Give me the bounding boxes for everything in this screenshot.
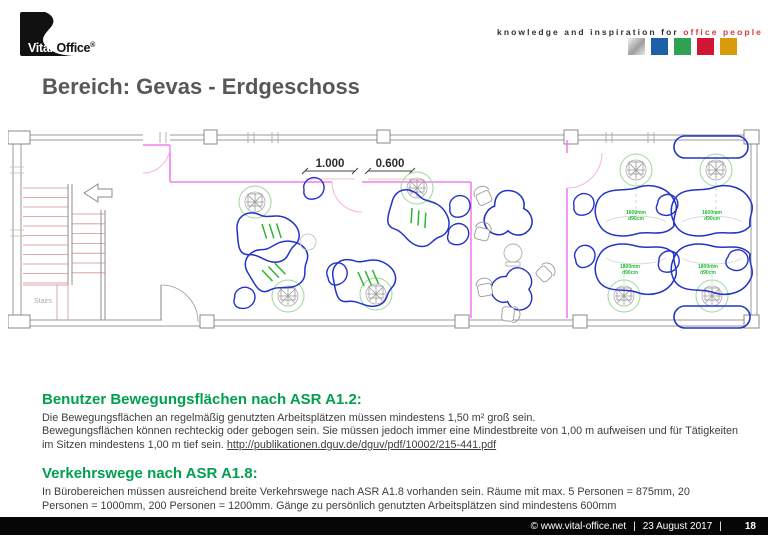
- footer-date: 23 August 2017: [642, 520, 713, 532]
- content-sections: [42, 391, 758, 513]
- brand-color-squares: [628, 38, 737, 55]
- brand-square-red: [697, 38, 714, 55]
- body-line: im Sitzen mindestens 1,00 m tief sein. http://publikationen.dguv.de/dguv/pdf/10002/215-441.pdf: [42, 438, 497, 451]
- brand-square-blue: [651, 38, 668, 55]
- svg-text:d90cm: d90cm: [700, 270, 716, 276]
- dimension-annotations: [302, 158, 415, 179]
- svg-text:1600mm: 1600mm: [701, 210, 723, 216]
- footer-separator: |: [719, 520, 722, 532]
- brand-square-green: [674, 38, 691, 55]
- footer-bar: [0, 517, 768, 535]
- meeting-room: [472, 184, 558, 323]
- footer-page-number: 18: [744, 520, 756, 532]
- sideboard-bottom: [674, 306, 750, 328]
- stairs-label: Stairs: [34, 298, 52, 305]
- page-title: Bereich: Gevas - Erdgeschoss: [42, 74, 360, 99]
- section-body-asr-a12: [42, 412, 758, 452]
- vital-office-logo: [20, 12, 104, 58]
- section-heading-asr-a12: Benutzer Bewegungsflächen nach ASR A1.2:: [42, 391, 362, 408]
- footer-separator: |: [633, 520, 636, 532]
- brand-tagline: knowledge and inspiration for office people: [497, 27, 763, 37]
- svg-text:d90cm: d90cm: [622, 270, 638, 276]
- svg-text:d90cm: d90cm: [628, 216, 644, 222]
- logo-text: Vital-Office®: [28, 41, 96, 55]
- section-heading-asr-a18: Verkehrswege nach ASR A1.8:: [42, 465, 258, 483]
- body-line: Bewegungsflächen können rechteckig oder gebogen sein. Sie müssen jedoch immer eine Mindestbreite von 1,00 m aufweisen und für Tätigkeiten: [42, 425, 739, 438]
- dimension-0600: 0.600: [375, 158, 405, 170]
- body-line: Personen = 1000mm, 200 Personen = 1200mm. Gänge zu persönlich genutzten Arbeitsplätzen sind mindestens 600mm: [42, 499, 617, 512]
- workstations-room1: [230, 172, 470, 312]
- svg-text:1800mm: 1800mm: [619, 264, 641, 270]
- partition-walls: [143, 140, 602, 322]
- svg-text:1600mm: 1600mm: [625, 210, 647, 216]
- body-line: Die Bewegungsflächen an regelmäßig genutzten Arbeitsplätzen müssen mindestens 1,50 m² groß sein.: [42, 412, 536, 424]
- svg-text:1800mm: 1800mm: [697, 264, 719, 270]
- section-body-asr-a18: [42, 486, 758, 513]
- dguv-pdf-link[interactable]: http://publikationen.dguv.de/dguv/pdf/10002/215-441.pdf: [226, 438, 497, 451]
- brand-square-silver: [628, 38, 645, 55]
- floor-plan: [8, 122, 760, 348]
- direction-arrow-icon: [84, 184, 112, 202]
- svg-text:d90cm: d90cm: [704, 216, 720, 222]
- dimension-1000: 1.000: [315, 158, 345, 170]
- brand-square-gold: [720, 38, 737, 55]
- staircase: [23, 184, 112, 320]
- footer-copyright: © www.vital-office.net: [530, 520, 627, 532]
- body-line: In Bürobereichen müssen ausreichend breite Verkehrswege nach ASR A1.8 vorhanden sein. Räume mit max. 5 Personen = 875mm, 20: [42, 486, 690, 499]
